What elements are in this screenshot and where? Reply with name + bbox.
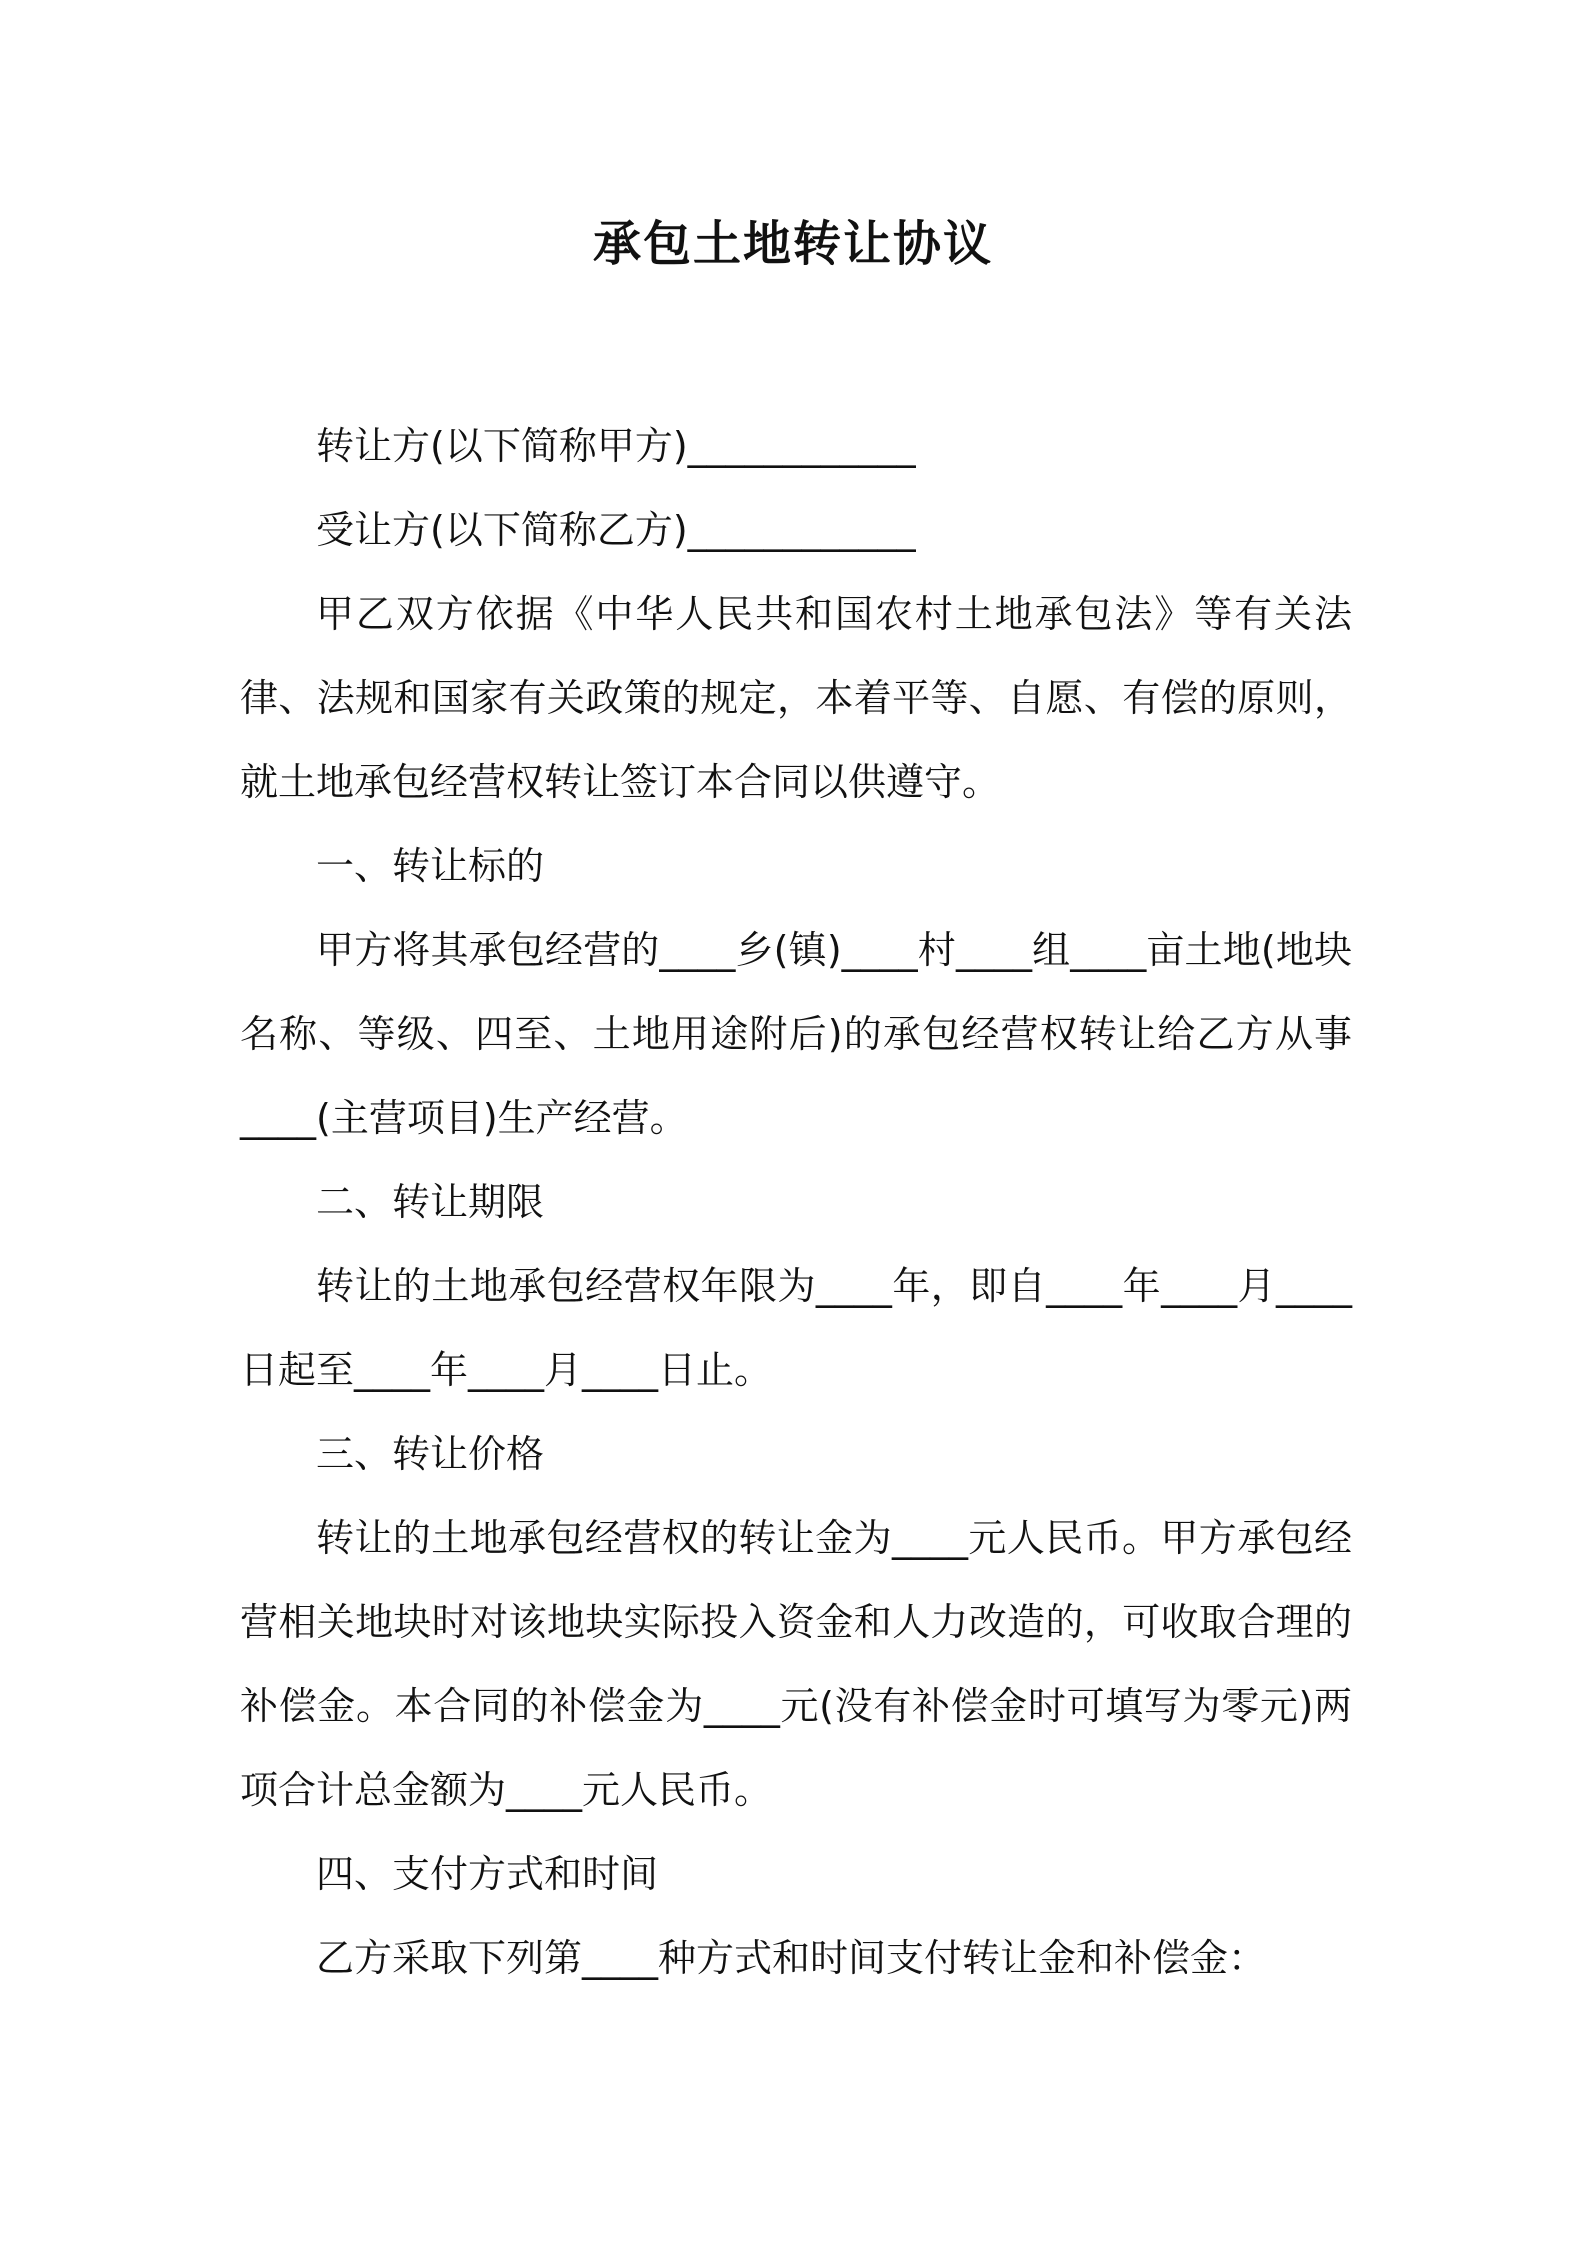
section-heading-3: 三、转让价格	[316, 1432, 545, 1476]
document-title: 承包土地转让协议	[592, 216, 993, 272]
party-b-line: 受让方(以下简称乙方)____________	[316, 508, 916, 552]
party-a-line: 转让方(以下简称甲方)____________	[316, 424, 916, 468]
section-text-2: 转让的土地承包经营权年限为____年，即自____年____月____日起至____年____月____日止。	[240, 1264, 1352, 1392]
document-body	[240, 404, 1352, 2000]
section-text-1: 甲方将其承包经营的____乡(镇)____村____组____亩土地(地块名称、等级、四至、土地用途附后)的承包经营权转让给乙方从事____(主营项目)生产经营。	[240, 928, 1352, 1140]
preamble-paragraph: 甲乙双方依据《中华人民共和国农村土地承包法》等有关法律、法规和国家有关政策的规定，本着平等、自愿、有偿的原则，就土地承包经营权转让签订本合同以供遵守。	[240, 592, 1352, 804]
section-heading-4: 四、支付方式和时间	[316, 1852, 659, 1896]
section-text-3: 转让的土地承包经营权的转让金为____元人民币。甲方承包经营相关地块时对该地块实际投入资金和人力改造的，可收取合理的补偿金。本合同的补偿金为____元(没有补偿金时可填写为零元)两项合计总金额为____元人民币。	[240, 1516, 1352, 1812]
section-text-4: 乙方采取下列第____种方式和时间支付转让金和补偿金：	[316, 1936, 1267, 1980]
section-heading-2: 二、转让期限	[316, 1180, 545, 1224]
section-heading-1: 一、转让标的	[316, 844, 545, 888]
